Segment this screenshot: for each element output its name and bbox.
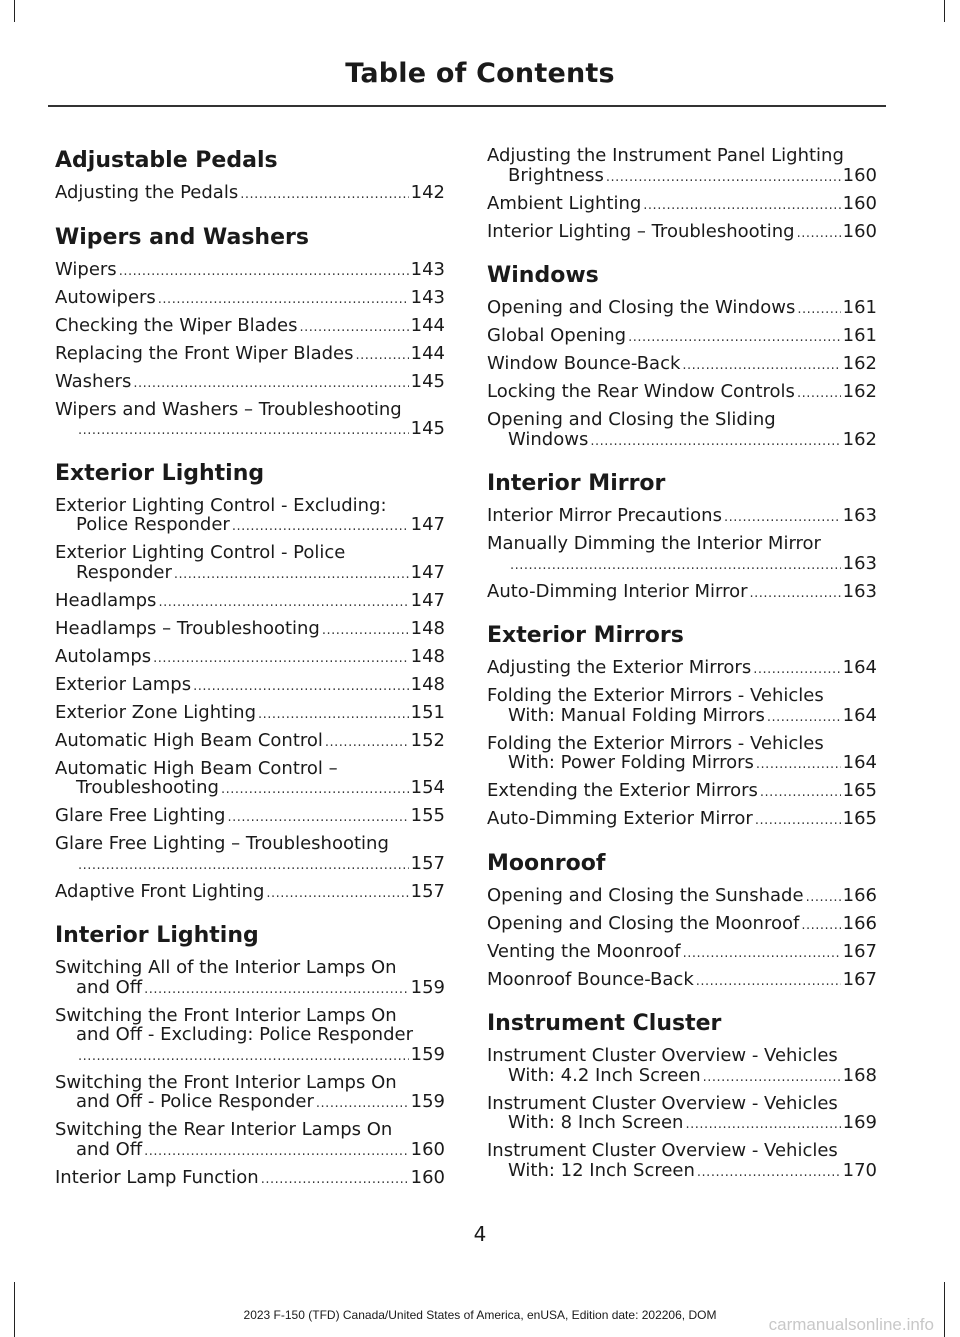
toc-entry-line: Wipers (55, 258, 117, 280)
dot-leader (144, 980, 408, 1000)
toc-entry[interactable] (487, 410, 877, 451)
toc-page-number: 154 (410, 777, 445, 798)
toc-entry[interactable] (55, 703, 445, 725)
toc-entry-line: Window Bounce-Back (487, 353, 681, 374)
dot-leader (643, 196, 840, 216)
toc-page-number: 143 (410, 258, 445, 280)
toc-entry-line: Troubleshooting (76, 777, 219, 798)
toc-page-number: 160 (842, 164, 877, 186)
toc-entry[interactable] (487, 382, 877, 404)
toc-page-number: 167 (842, 940, 877, 962)
toc-entry-line: and Off - Excluding: Police Responder (76, 1024, 413, 1045)
toc-page-number: 148 (410, 673, 445, 695)
dot-leader (797, 224, 841, 244)
page-number: 4 (473, 1222, 487, 1246)
toc-entry-line: Glare Free Lighting (55, 805, 226, 826)
dot-leader (78, 856, 409, 876)
toc-entry[interactable] (55, 731, 445, 753)
toc-entry[interactable] (55, 372, 445, 394)
toc-entry-line: Extending the Exterior Mirrors (487, 780, 758, 801)
toc-page-number: 160 (842, 192, 877, 214)
toc-page-number: 166 (842, 884, 877, 906)
toc-entry-line: Adjusting the Exterior Mirrors (487, 657, 752, 678)
dot-leader (158, 290, 409, 310)
toc-page-number: 147 (410, 589, 445, 611)
dot-leader (797, 384, 841, 404)
toc-page-number: 169 (842, 1112, 877, 1133)
toc-entry-line: Interior Lamp Function (55, 1166, 259, 1188)
toc-entry-line: Glare Free Lighting – Troubleshooting (55, 833, 389, 854)
toc-entry[interactable] (487, 298, 877, 320)
toc-page-number: 142 (410, 182, 445, 203)
toc-entry[interactable] (55, 1006, 445, 1067)
toc-entry-line: With: Power Folding Mirrors (508, 752, 754, 773)
dot-leader (510, 556, 841, 576)
toc-entry-line: and Off (76, 1138, 143, 1160)
toc-entry[interactable] (55, 260, 445, 282)
toc-entry-line: Opening and Closing the Sunshade (487, 884, 804, 906)
dot-leader (703, 1068, 841, 1088)
toc-section (487, 849, 877, 992)
dot-leader (227, 808, 408, 828)
toc-entry[interactable] (55, 316, 445, 338)
toc-section (55, 223, 445, 441)
dot-leader (755, 811, 841, 831)
toc-entry[interactable] (55, 958, 445, 999)
toc-entry-line: Ambient Lighting (487, 192, 642, 214)
section-heading: Exterior Mirrors (487, 623, 684, 648)
toc-entry-line: With: 12 Inch Screen (508, 1159, 695, 1181)
toc-entry[interactable] (487, 914, 877, 936)
toc-page-number: 164 (842, 752, 877, 773)
dot-leader (697, 1163, 841, 1183)
section-heading: Interior Mirror (487, 471, 666, 496)
toc-entry[interactable] (487, 1141, 877, 1182)
toc-page-number: 162 (842, 381, 877, 402)
dot-leader (753, 660, 840, 680)
toc-page-number: 157 (410, 880, 445, 902)
toc-page-number: 147 (410, 561, 445, 583)
dot-leader (724, 508, 841, 528)
toc-entry-line: Responder (76, 561, 172, 583)
toc-entry[interactable] (487, 506, 877, 528)
dot-leader (174, 565, 409, 585)
toc-entry-line: Instrument Cluster Overview - Vehicles (487, 1045, 838, 1066)
toc-page-number: 159 (410, 1043, 445, 1065)
toc-section (487, 146, 877, 243)
toc-entry[interactable] (55, 675, 445, 697)
dot-leader (325, 733, 409, 753)
dot-leader (119, 262, 409, 282)
dot-leader (355, 346, 408, 366)
toc-entry-line: Exterior Lamps (55, 673, 192, 695)
toc-entry-line: Auto-Dimming Exterior Mirror (487, 808, 753, 829)
dot-leader (261, 1170, 409, 1190)
toc-entry[interactable] (55, 882, 445, 904)
toc-entry-line: Switching the Rear Interior Lamps On (55, 1119, 393, 1140)
toc-entry[interactable] (487, 354, 877, 376)
dot-leader (801, 916, 840, 936)
toc-entry-line: Adjusting the Instrument Panel Lighting (487, 145, 844, 166)
toc-entry[interactable] (487, 970, 877, 992)
toc-entry-line: Interior Lighting – Troubleshooting (487, 220, 795, 242)
toc-section (55, 146, 445, 205)
toc-entry-line: Exterior Lighting Control - Excluding: (55, 494, 387, 516)
dot-leader (316, 1094, 409, 1114)
toc-entry[interactable] (55, 759, 445, 800)
toc-page-number: 160 (842, 220, 877, 242)
toc-page-number: 144 (410, 314, 445, 336)
toc-entry[interactable] (55, 288, 445, 310)
toc-page-number: 164 (842, 657, 877, 678)
toc-page-number: 159 (410, 1091, 445, 1112)
dot-leader (760, 783, 841, 803)
dot-leader (685, 1115, 840, 1135)
toc-page-number: 148 (410, 645, 445, 667)
toc-page-number: 151 (410, 701, 445, 723)
toc-entry-line: Exterior Lighting Control - Police (55, 542, 346, 563)
toc-entry-line: Automatic High Beam Control (55, 729, 323, 751)
toc-entry-line: Opening and Closing the Moonroof (487, 912, 800, 934)
toc-entry-line: Global Opening (487, 325, 627, 346)
toc-entry[interactable] (55, 647, 445, 669)
dot-leader (193, 677, 409, 697)
dot-leader (258, 705, 409, 725)
toc-entry[interactable] (55, 806, 445, 828)
watermark: carmanualsonline.info (768, 1315, 934, 1334)
toc-page-number: 160 (410, 1138, 445, 1160)
dot-leader (221, 780, 409, 800)
toc-entry-line: Checking the Wiper Blades (55, 314, 298, 336)
toc-page-number: 159 (410, 976, 445, 998)
toc-entry-line: Headlamps (55, 589, 157, 611)
toc-entry[interactable] (55, 1073, 445, 1114)
toc-entry-line: Adjusting the Pedals (55, 182, 239, 203)
toc-entry[interactable] (55, 400, 445, 441)
dot-leader (153, 649, 408, 669)
toc-entry[interactable] (487, 582, 877, 604)
toc-entry[interactable] (55, 591, 445, 613)
toc-entry[interactable] (55, 1120, 445, 1161)
toc-entry-line: With: Manual Folding Mirrors (508, 704, 765, 726)
toc-page-number: 161 (842, 297, 877, 318)
toc-entry-line: and Off - Police Responder (76, 1091, 314, 1112)
toc-entry-line: Washers (55, 370, 132, 392)
toc-entry-line: Folding the Exterior Mirrors - Vehicles (487, 732, 824, 754)
toc-entry-line: Interior Mirror Precautions (487, 505, 722, 526)
toc-entry-line: Instrument Cluster Overview - Vehicles (487, 1092, 838, 1114)
toc-entry[interactable] (487, 194, 877, 216)
dot-leader (682, 356, 840, 376)
toc-entry-line: Headlamps – Troubleshooting (55, 617, 320, 639)
section-heading: Wipers and Washers (55, 224, 309, 250)
toc-page-number: 164 (842, 704, 877, 726)
toc-entry[interactable] (487, 1046, 877, 1087)
toc-section (487, 1009, 877, 1182)
toc-entry-line: Brightness (508, 164, 604, 186)
dot-leader (590, 432, 840, 452)
dot-leader (628, 328, 841, 348)
toc-entry-line: Instrument Cluster Overview - Vehicles (487, 1140, 838, 1161)
dot-leader (756, 755, 841, 775)
toc-entry-line: Switching the Front Interior Lamps On (55, 1004, 397, 1026)
toc-entry[interactable] (487, 222, 877, 244)
toc-page-number: 144 (410, 342, 445, 364)
toc-entry-line: Switching the Front Interior Lamps On (55, 1071, 397, 1093)
header-divider (48, 105, 886, 107)
dot-leader (144, 1142, 408, 1162)
toc-page-number: 165 (842, 808, 877, 829)
toc-entry-line: Wipers and Washers – Troubleshooting (55, 398, 402, 420)
toc-entry[interactable] (55, 183, 445, 205)
toc-entry-line: Automatic High Beam Control – (55, 757, 338, 779)
toc-entry-line: Folding the Exterior Mirrors - Vehicles (487, 685, 824, 706)
toc-entry[interactable] (487, 886, 877, 908)
toc-entry[interactable] (487, 534, 877, 575)
toc-entry-line: Auto-Dimming Interior Mirror (487, 580, 748, 602)
toc-entry-line: Exterior Zone Lighting (55, 701, 256, 723)
toc-section (55, 921, 445, 1189)
toc-section (487, 469, 877, 603)
toc-section (55, 459, 445, 904)
toc-entry[interactable] (487, 942, 877, 964)
toc-page-number: 163 (842, 580, 877, 602)
toc-page-number: 157 (410, 852, 445, 874)
toc-page-number: 162 (842, 428, 877, 450)
dot-leader (322, 621, 409, 641)
toc-page-number: 161 (842, 325, 877, 346)
dot-leader (78, 421, 409, 441)
toc-page-number: 145 (410, 418, 445, 439)
dot-leader (240, 185, 408, 205)
toc-page-number: 163 (842, 552, 877, 574)
toc-entry[interactable] (55, 344, 445, 366)
dot-leader (299, 318, 408, 338)
toc-entry-line: Autowipers (55, 286, 156, 308)
toc-entry[interactable] (487, 686, 877, 727)
toc-column-right (487, 146, 877, 1200)
section-heading: Moonroof (487, 850, 606, 876)
toc-entry-line: Autolamps (55, 645, 152, 667)
toc-page-number: 143 (410, 286, 445, 308)
toc-entry[interactable] (55, 1168, 445, 1190)
page-title: Table of Contents (345, 58, 615, 89)
dot-leader (232, 517, 409, 537)
dot-leader (750, 584, 841, 604)
section-heading: Interior Lighting (55, 923, 259, 948)
toc-page-number: 147 (410, 514, 445, 535)
dot-leader (683, 944, 841, 964)
toc-entry[interactable] (487, 658, 877, 680)
toc-entry-line: Manually Dimming the Interior Mirror (487, 533, 821, 554)
toc-page-number: 166 (842, 912, 877, 934)
toc-page-number: 145 (410, 370, 445, 392)
section-heading: Windows (487, 263, 599, 288)
footer-edition: 2023 F-150 (TFD) Canada/United States of America, enUSA, Edition date: 202206, DOM (243, 1308, 717, 1322)
dot-leader (266, 884, 408, 904)
toc-page-number: 162 (842, 353, 877, 374)
crop-mark-top-right (944, 0, 945, 22)
toc-page-number: 165 (842, 780, 877, 801)
toc-page-number: 148 (410, 617, 445, 639)
toc-entry-line: Adaptive Front Lighting (55, 880, 265, 902)
toc-entry[interactable] (55, 834, 445, 875)
toc-entry[interactable] (487, 734, 877, 775)
toc-page-number: 167 (842, 968, 877, 990)
toc-entry[interactable] (55, 496, 445, 537)
toc-entry[interactable] (487, 146, 877, 187)
toc-entry-line: With: 8 Inch Screen (508, 1112, 684, 1133)
toc-entry-line: Replacing the Front Wiper Blades (55, 342, 354, 364)
dot-leader (767, 708, 841, 728)
toc-page-number: 155 (410, 805, 445, 826)
toc-section (487, 261, 877, 451)
crop-mark-top-left (14, 0, 15, 22)
toc-entry-line: Locking the Rear Window Controls (487, 381, 795, 402)
toc-entry-line: With: 4.2 Inch Screen (508, 1064, 701, 1086)
toc-entry-line: Police Responder (76, 514, 230, 535)
toc-entry[interactable] (487, 1094, 877, 1135)
toc-entry-line: and Off (76, 976, 143, 998)
toc-entry[interactable] (487, 326, 877, 348)
section-heading: Exterior Lighting (55, 460, 265, 486)
dot-leader (606, 168, 841, 188)
toc-column-left (55, 146, 445, 1207)
section-heading: Adjustable Pedals (55, 148, 278, 173)
section-heading: Instrument Cluster (487, 1011, 722, 1036)
toc-page-number: 168 (842, 1064, 877, 1086)
toc-page-number: 152 (410, 729, 445, 751)
dot-leader (133, 374, 408, 394)
dot-leader (78, 1047, 409, 1067)
toc-section (487, 621, 877, 831)
toc-entry-line: Venting the Moonroof (487, 940, 681, 962)
toc-entry-line: Moonroof Bounce-Back (487, 968, 694, 990)
toc-page-number: 163 (842, 505, 877, 526)
toc-page-number: 170 (842, 1159, 877, 1181)
toc-entry-line: Opening and Closing the Windows (487, 297, 796, 318)
dot-leader (158, 593, 408, 613)
dot-leader (797, 300, 840, 320)
toc-entry[interactable] (55, 619, 445, 641)
dot-leader (806, 888, 841, 908)
toc-page-number: 160 (410, 1166, 445, 1188)
toc-entry[interactable] (487, 781, 877, 803)
toc-entry[interactable] (55, 543, 445, 584)
toc-entry-line: Switching All of the Interior Lamps On (55, 957, 397, 978)
toc-entry-line: Windows (508, 428, 589, 450)
toc-entry[interactable] (487, 809, 877, 831)
dot-leader (696, 972, 841, 992)
toc-entry-line: Opening and Closing the Sliding (487, 409, 776, 430)
